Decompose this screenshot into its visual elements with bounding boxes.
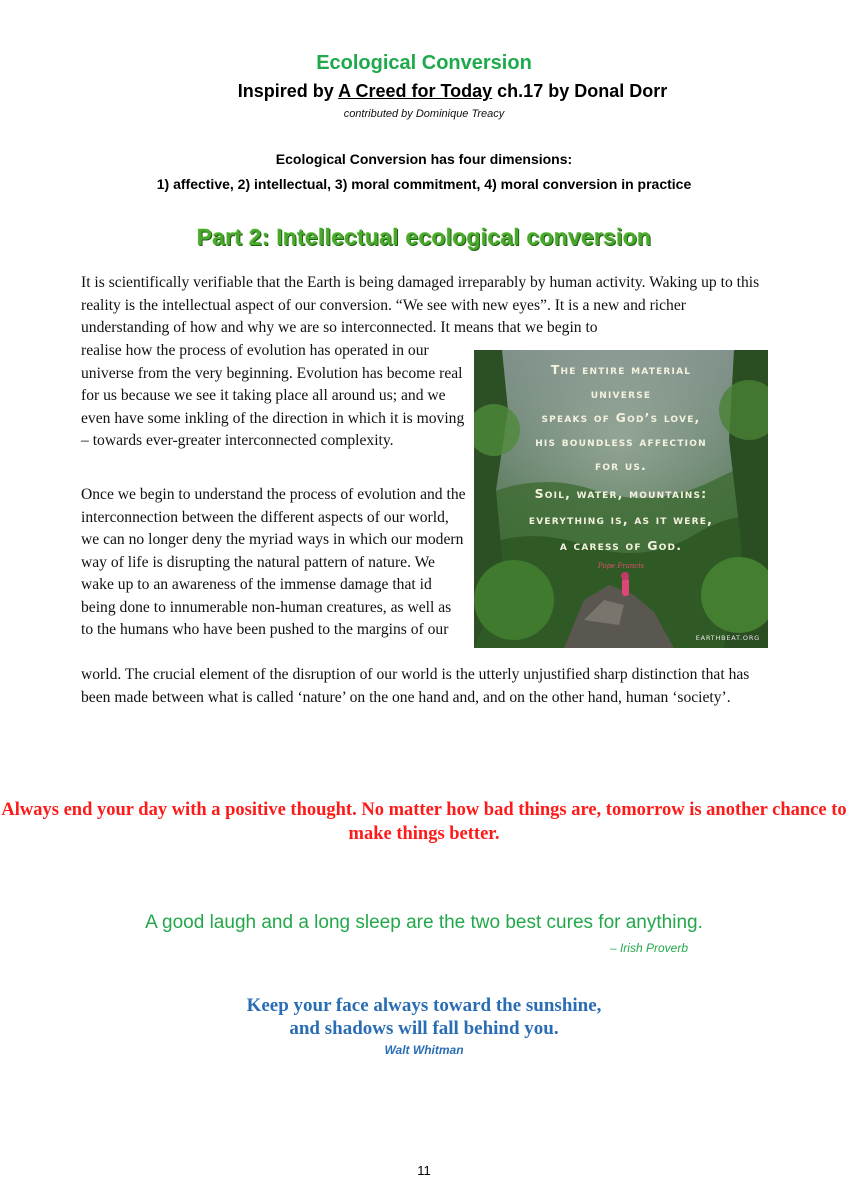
image-quote-line-4: his boundless affection	[535, 434, 707, 449]
image-quote-signature: Pope Francis	[597, 562, 645, 570]
quote-sunshine	[0, 994, 848, 1040]
paragraph-2-wrapped: Once we begin to understand the process of evolution and the interconnection between the different aspects of our world, we can no longer deny the myriad ways in which our modern way of life is disrupting the natural pattern of nature. We wake up to an awareness of the immense damage that id being done to innumerable non-human creatures, as well as to the humans who have been pushed to the margins of our	[81, 486, 466, 638]
page-number: 11	[417, 1163, 431, 1178]
image-quote-line-8: a caress of God.	[559, 538, 683, 553]
contributor-line: contributed by Dominique Treacy	[343, 108, 505, 120]
paragraph-1-full-width: It is scientifically verifiable that the Earth is being damaged irreparably by human activity. Waking up to this reality is the intellectual aspect of our conversion. “We see with new eyes”. It is a new and richer understanding of how and why we are so interconnected. It means that we begin to	[81, 274, 760, 336]
quote-sunshine-line-1: Keep your face always toward the sunshine,	[246, 995, 602, 1016]
section-heading: Part 2: Intellectual ecological conversion	[196, 224, 652, 250]
image-site-watermark: EARTHBEAT.ORG	[695, 634, 760, 642]
dimensions-heading: Ecological Conversion has four dimensions:	[275, 151, 573, 167]
image-quote-line-7: everything is, as it were,	[528, 512, 714, 527]
quote-sunshine-attribution: Walt Whitman	[384, 1043, 464, 1057]
paragraph-1-wrapped: realise how the process of evolution has operated in our universe from the very beginning. Evolution has become real for us because we see it taking place all around us; and we even have some inkling of the direction in which it is moving – towards ever-greater interconnected complexity.	[81, 342, 465, 449]
book-title: A Creed for Today	[338, 81, 493, 101]
image-quote-line-5: for us.	[594, 458, 648, 473]
quote-good-laugh: A good laugh and a long sleep are the two best cures for anything.	[145, 912, 703, 933]
image-quote-line-1: The entire material	[550, 362, 692, 377]
subtitle-prefix: Inspired by	[237, 81, 339, 101]
document-title: Ecological Conversion	[316, 52, 532, 74]
dimensions-list: 1) affective, 2) intellectual, 3) moral commitment, 4) moral conversion in practice	[156, 176, 692, 192]
quote-positive-thought: Always end your day with a positive thought. No matter how bad things are, tomorrow is another chance to make things better.	[1, 800, 847, 844]
image-quote-line-6: Soil, water, mountains:	[534, 486, 708, 501]
quote-sunshine-line-2: and shadows will fall behind you.	[289, 1018, 559, 1039]
subtitle-suffix: ch.17 by Donal Dorr	[492, 81, 668, 101]
document-subtitle	[0, 81, 848, 102]
paragraph-2-full-width: world. The crucial element of the disruption of our world is the utterly unjustified sharp distinction that has been made between what is called ‘nature’ on the one hand and, and on the other hand, human ‘society’.	[81, 666, 750, 706]
image-quote-line-2: universe	[590, 386, 652, 401]
quote-good-laugh-attribution: – Irish Proverb	[609, 941, 688, 955]
forest-quote-image	[474, 350, 768, 648]
image-quote-line-3: speaks of God’s love,	[541, 410, 701, 425]
